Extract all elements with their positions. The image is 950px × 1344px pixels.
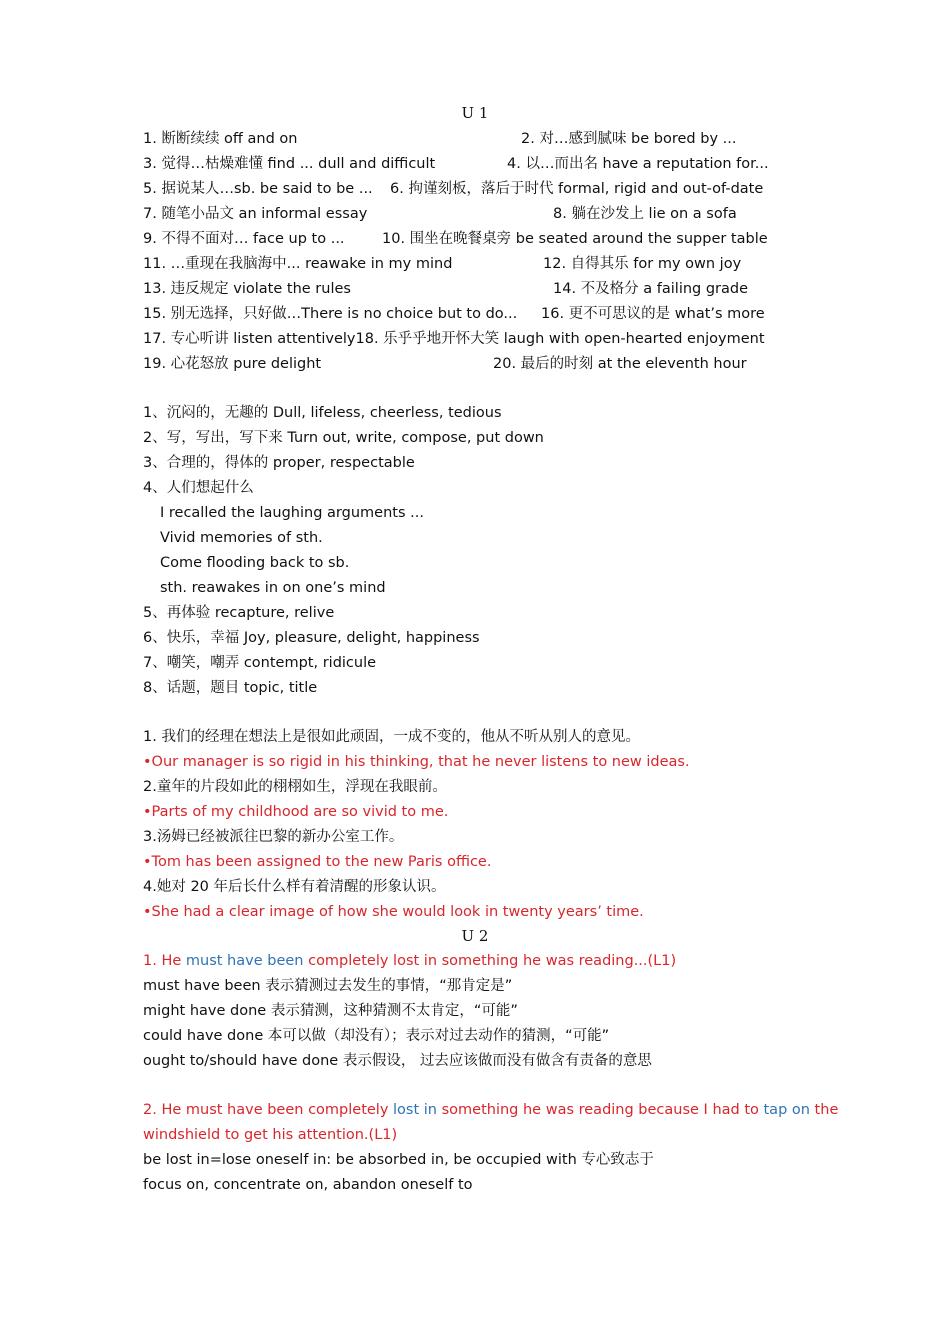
u2-note-1: must have been 表示猜测过去发生的事情，“那肯定是” — [143, 978, 513, 994]
phrase-12: 12. 自得其乐 for my own joy — [543, 256, 742, 272]
phrase-17-18: 17. 专心听讲 listen attentively18. 乐乎乎地开怀大笑 laugh with open-hearted enjoyment — [143, 331, 765, 347]
synonym-4-example-2: Vivid memories of sth. — [160, 530, 323, 546]
phrase-5: 5. 据说某人…sb. be said to be ... — [143, 181, 373, 197]
u2-s1-part-a: 1. He — [143, 953, 186, 969]
synonym-2: 2、写，写出，写下来 Turn out, write, compose, put down — [143, 430, 544, 446]
unit-2-title: U 2 — [461, 927, 489, 945]
phrase-9: 9. 不得不面对… face up to ... — [143, 231, 345, 247]
u2-note-3: could have done 本可以做（却没有）；表示对过去动作的猜测，“可能” — [143, 1028, 610, 1044]
phrase-7: 7. 随笔小品文 an informal essay — [143, 206, 368, 222]
phrase-16: 16. 更不可思议的是 what’s more — [541, 306, 765, 322]
translation-1-en: •Our manager is so rigid in his thinking, that he never listens to new ideas. — [143, 754, 690, 770]
u2-s2-part-e: the — [809, 1102, 839, 1118]
phrase-6: 6. 拘谨刻板，落后于时代 formal, rigid and out-of-date — [390, 181, 764, 197]
u2-s2-part-a: 2. He must have been completely — [143, 1102, 394, 1118]
phrase-1: 1. 断断续续 off and on — [143, 131, 298, 147]
synonym-7: 7、嘲笑，嘲弄 contempt, ridicule — [143, 655, 377, 671]
phrase-20: 20. 最后的时刻 at the eleventh hour — [493, 356, 747, 372]
translation-1-cn: 1. 我们的经理在想法上是很如此顽固，一成不变的，他从不听从别人的意见。 — [143, 729, 640, 745]
translation-2-en: •Parts of my childhood are so vivid to me. — [143, 804, 449, 820]
translation-3-en: •Tom has been assigned to the new Paris office. — [143, 854, 492, 870]
synonym-6: 6、快乐，幸福 Joy, pleasure, delight, happiness — [143, 630, 480, 646]
translation-4-en: •She had a clear image of how she would look in twenty years’ time. — [143, 904, 644, 920]
phrase-4: 4. 以…而出名 have a reputation for... — [507, 156, 769, 172]
synonym-4-example-3: Come flooding back to sb. — [160, 555, 350, 571]
u2-s1-part-c: completely lost in something he was reading...(L1) — [303, 953, 677, 969]
synonym-8: 8、话题，题目 topic, title — [143, 680, 318, 696]
u2-s2-part-c: something he was reading because I had to — [437, 1102, 764, 1118]
u2-note-5: be lost in=lose oneself in: be absorbed in, be occupied with 专心致志于 — [143, 1152, 654, 1168]
translation-3-cn: 3.汤姆已经被派往巴黎的新办公室工作。 — [143, 829, 404, 845]
phrase-8: 8. 躺在沙发上 lie on a sofa — [553, 206, 737, 222]
phrase-14: 14. 不及格分 a failing grade — [553, 281, 749, 297]
u2-s2-highlight-lost-in: lost in — [393, 1102, 437, 1118]
translation-2-cn: 2.童年的片段如此的栩栩如生，浮现在我眼前。 — [143, 779, 447, 795]
u2-note-6: focus on, concentrate on, abandon oneself to — [143, 1177, 473, 1193]
phrase-10: 10. 围坐在晚餐桌旁 be seated around the supper table — [382, 231, 768, 247]
synonym-4: 4、人们想起什么 — [143, 480, 254, 496]
phrase-11: 11. …重现在我脑海中... reawake in my mind — [143, 256, 453, 272]
synonym-4-example-4: sth. reawakes in on one’s mind — [160, 580, 386, 596]
unit-1-title: U 1 — [461, 104, 489, 122]
u2-note-4: ought to/should have done 表示假设， 过去应该做而没有做含有责备的意思 — [143, 1053, 652, 1069]
translation-4-cn: 4.她对 20 年后长什么样有着清醒的形象认识。 — [143, 879, 446, 895]
u2-s1-highlight: must have been — [185, 953, 304, 969]
synonym-3: 3、合理的，得体的 proper, respectable — [143, 455, 415, 471]
phrase-13: 13. 违反规定 violate the rules — [143, 281, 351, 297]
phrase-2: 2. 对…感到腻味 be bored by ... — [521, 131, 737, 147]
u2-sentence-1 — [143, 950, 676, 972]
synonym-4-example-1: I recalled the laughing arguments ... — [160, 505, 424, 521]
synonym-5: 5、再体验 recapture, relive — [143, 605, 335, 621]
u2-note-2: might have done 表示猜测，这种猜测不太肯定，“可能” — [143, 1003, 518, 1019]
u2-s2-highlight-tap-on: tap on — [763, 1102, 810, 1118]
phrase-3: 3. 觉得…枯燥难懂 find ... dull and difficult — [143, 156, 436, 172]
synonym-1: 1、沉闷的，无趣的 Dull, lifeless, cheerless, tedious — [143, 405, 502, 421]
phrase-19: 19. 心花怒放 pure delight — [143, 356, 322, 372]
u2-sentence-2-cont: windshield to get his attention.(L1) — [143, 1127, 398, 1143]
u2-sentence-2 — [143, 1099, 838, 1121]
phrase-15: 15. 别无选择，只好做…There is no choice but to do... — [143, 306, 518, 322]
